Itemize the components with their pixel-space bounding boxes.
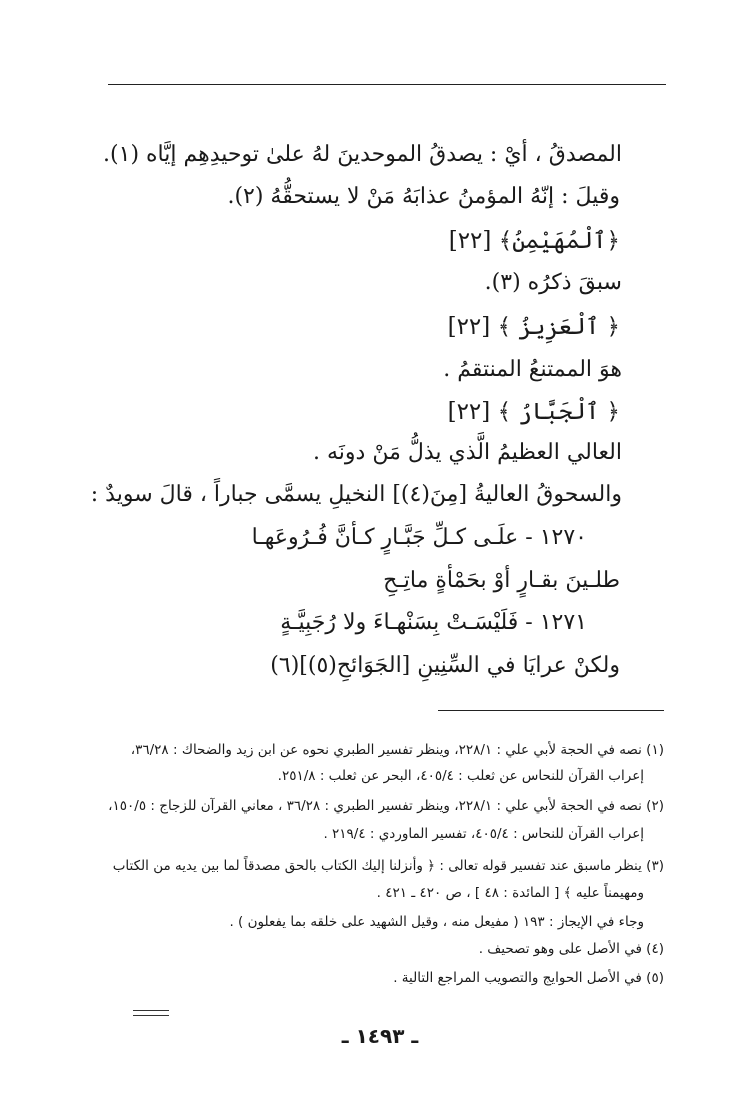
header-rule [108,84,666,85]
body-line-2: وقيلَ : إنّهُ المؤمنُ عذابَهُ مَنْ لا يستحقُّهُ (٢). [227,184,620,209]
body-line-1: المصدقُ ، أيْ : يصدقُ الموحدينَ لهُ علىٰ توحيدِهِم إيَّاه (١). [103,142,622,167]
body-line-6: هوَ الممتنعُ المنتقمُ . [443,357,622,382]
end-mark [133,1010,169,1016]
footnote-2-continued: إعراب القرآن للنحاس : ٤٠٥/٤، تفسير الماوردي : ٢١٩/٤ . [323,826,644,842]
footnote-3: (٣) ينظر ماسبق عند تفسير قوله تعالى : ﴿ وأنزلنا إليك الكتاب بالحق مصدقاً لما بين يديه من الكتاب [112,858,664,874]
body-line-9: والسحوقُ العاليةُ [مِنَ(٤)] النخيلِ يسمَّى جباراً ، قالَ سويدٌ : [90,482,622,507]
page-number: ـ ١٤٩٣ ـ [341,1024,419,1048]
footnote-3-note: وجاء في الإيجاز : ١٩٣ ( مفيعل منه ، وقيل الشهيد على خلقه بما يفعلون ) . [229,914,644,930]
body-line-8: العالي العظيمُ الَّذي يذلُّ مَنْ دونَه . [313,440,622,465]
verse-1270-second-hemistich: طلـينَ بقـارٍ أوْ بحَمْأةٍ ماتِـحِ [383,568,620,593]
body-line-4: سبقَ ذكرُه (٣). [484,270,622,295]
footnote-1-continued: إعراب القرآن للنحاس عن ثعلب : ٤٠٥/٤، البحر عن ثعلب : ٢٥١/٨. [277,768,644,784]
footnote-1: (١) نصه في الحجة لأبي علي : ٢٢٨/١، وينظر تفسير الطبري نحوه عن ابن زيد والضحاك : ٣٦/٢٨، [130,742,664,758]
footnote-4: (٤) في الأصل على وهو تصحيف . [478,941,664,957]
footnote-3-continued: ومهيمناً عليه ﴾ [ المائدة : ٤٨ ] ، ص ٤٢٠ ـ ٤٢١ . [376,885,644,901]
quran-word-jabbar: ﴿ ٱلْجَبَّارُ ﴾ [٢٢] [447,399,620,425]
footnote-rule [438,710,664,711]
verse-1271-first-hemistich: ١٢٧١ - فَلَيْسَـتْ بِسَنْهـاءَ ولا رُجَبِيَّـةٍ [280,610,587,635]
quran-word-aziz: ﴿ ٱلْعَزِيزُ ﴾ [٢٢] [447,314,620,340]
verse-1271-second-hemistich: ولكنْ عرايَا في السِّنِينِ [الجَوَائحِ(٥)](٦) [270,653,620,678]
verse-1270-first-hemistich: ١٢٧٠ - علَـى كـلِّ جَبَّـارٍ كـأنَّ فُـرُوعَهـا [251,525,587,550]
quran-word-muhaymin: ﴿ٱلْمُهَيْمِنُ﴾ [٢٢] [448,228,620,254]
footnote-2: (٢) نصه في الحجة لأبي علي : ٢٢٨/١، وينظر تفسير الطبري : ٣٦/٢٨ ، معاني القرآن للزجاج : ١٥٠/٥، [108,798,664,814]
footnote-5: (٥) في الأصل الحوايج والتصويب المراجع التالية . [393,970,664,986]
